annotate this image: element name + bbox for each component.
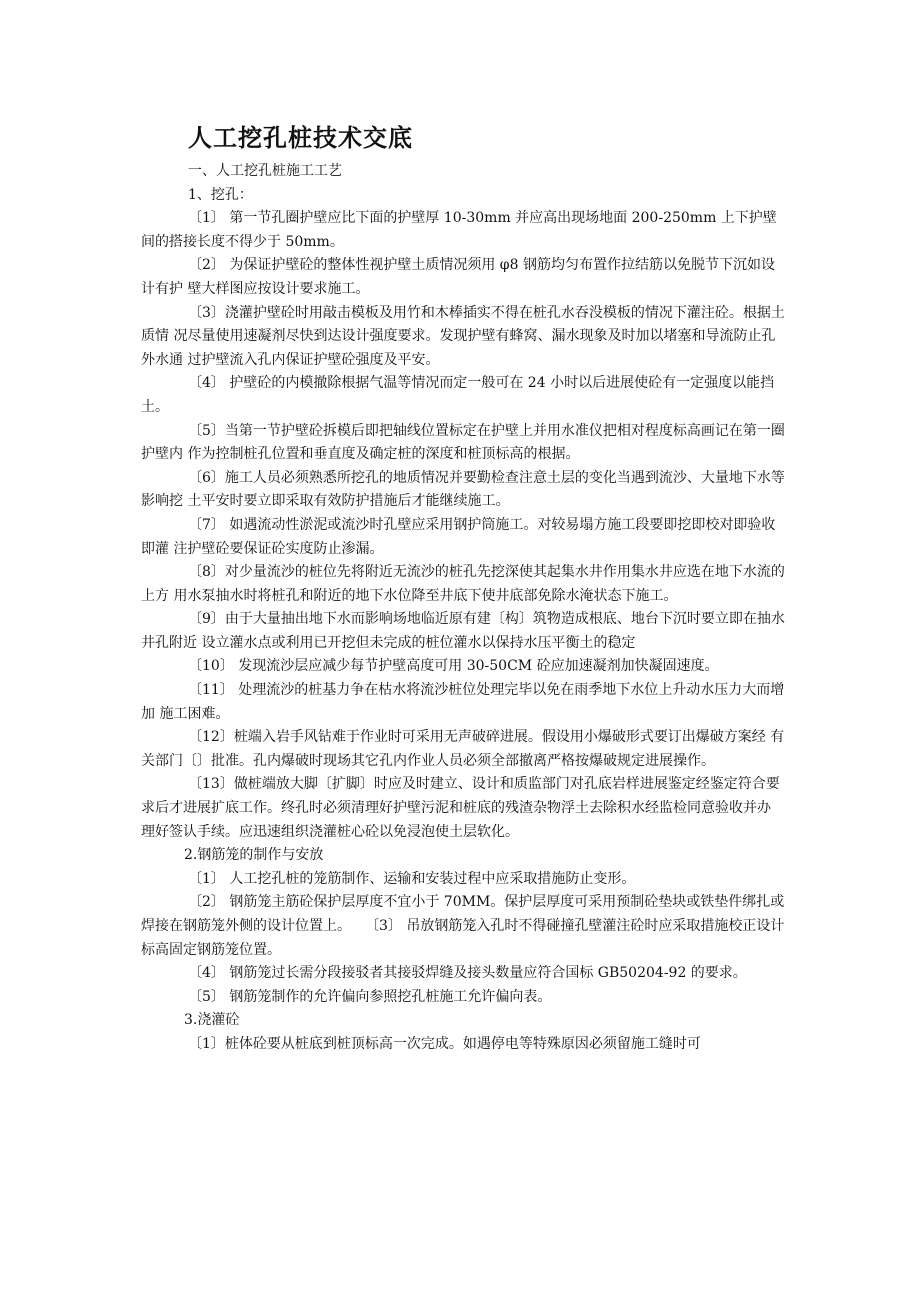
body-paragraph: 〔7〕 如遇流动性淤泥或流沙时孔壁应采用钢护筒施工。对较易塌方施工段要即挖即校对即验收即灌 注护壁砼要保证砼实度防止渗漏。 (141, 516, 776, 557)
body-paragraph: 〔8〕对少量流沙的桩位先将附近无流沙的桩孔先挖深使其起集水井作用集水井应选在地下水流的上方 用水泵抽水时将桩孔和附近的地下水位降至井底下使井底部免除水淹状态下施工。 (141, 564, 785, 604)
body-paragraph: 〔9〕由于大量抽出地下水而影响场地临近原有建〔构〕筑物造成根底、地台下沉时要立即在抽水井孔附近 设立灌水点或利用已开挖但未完成的桩位灌水以保持水压平衡土的稳定 (141, 611, 785, 651)
section-heading: 一、人工挖孔桩施工工艺 (188, 163, 342, 179)
section-heading: 2.钢筋笼的制作与安放 (184, 847, 324, 864)
body-paragraph: 〔1〕桩体砼要从桩底到桩顶标高一次完成。如遇停电等特殊原因必须留施工缝时可 (188, 1035, 701, 1052)
section-heading: 3.浇灌砼 (184, 1012, 240, 1029)
body-paragraph: 〔4〕 钢筋笼过长需分段接驳者其接驳焊缝及接头数量应符合国标 GB50204-92 的要求。 (188, 965, 747, 982)
body-paragraph: 〔5〕当第一节护壁砼拆模后即把轴线位置标定在护壁上并用水准仪把相对程度标高画记在第一圈护壁内 作为控制桩孔位置和垂直度及确定桩的深度和桩顶标高的根据。 (141, 422, 785, 463)
body-paragraph: 〔5〕 钢筋笼制作的允许偏向参照挖孔桩施工允许偏向表。 (188, 988, 552, 1005)
body-paragraph: 〔2〕 钢筋笼主筋砼保护层厚度不宜小于 70MM。保护层厚度可采用预制砼垫块或铁垫件绑扎或焊接在钢筋笼外侧的设计位置上。 〔3〕 吊放钢筋笼入孔时不得碰撞孔壁灌注砼时应采取措施校正设计标高固定钢筋笼位置。 (141, 894, 785, 958)
document-title: 人工挖孔桩技术交底 (188, 124, 413, 152)
body-paragraph: 〔13〕做桩端放大脚〔扩脚〕时应及时建立、设计和质监部门对孔底岩样进展鉴定经鉴定符合要 求后才进展扩底工作。终孔时必须清理好护壁污泥和桩底的残渣杂物浮土去除积水经监检同意验收并办 理好签认手续。应迅速组织浇灌桩心砼以免浸泡使土层软化。 (141, 776, 780, 840)
body-paragraph: 〔6〕施工人员必须熟悉所挖孔的地质情况并要勤检查注意土层的变化当遇到流沙、大量地下水等影响挖 土平安时要立即采取有效防护措施后才能继续施工。 (141, 469, 785, 510)
body-paragraph: 〔12〕桩端入岩手风钻难于作业时可采用无声破碎进展。假设用小爆破形式要订出爆破方案经 有关部门〔〕批准。孔内爆破时现场其它孔内作业人员必须全部撤离严格按爆破规定进展操作。 (141, 729, 785, 769)
body-paragraph: 〔10〕 发现流沙层应减少每节护壁高度可用 30-50CM 砼应加速凝剂加快凝固速度。 (188, 658, 719, 675)
section-heading: 1、挖孔： (188, 186, 253, 203)
document-body (141, 160, 787, 1057)
body-paragraph: 〔4〕 护壁砼的内模撤除根据气温等情况而定一般可在 24 小时以后进展使砼有一定强度以能挡土。 (141, 375, 775, 415)
body-paragraph: 〔11〕 处理流沙的桩基力争在枯水将流沙桩位处理完毕以免在雨季地下水位上升动水压力大而增加 施工困难。 (141, 682, 785, 722)
body-paragraph: 〔2〕 为保证护壁砼的整体性视护壁土质情况须用 φ8 钢筋均匀布置作拉结筋以免脱节下沉如设计有护 壁大样图应按设计要求施工。 (141, 257, 775, 297)
body-paragraph: 〔1〕 第一节孔圈护壁应比下面的护壁厚 10-30mm 并应高出现场地面 200-250mm 上下护壁间的搭接长度不得少于 50mm。 (141, 210, 777, 250)
body-paragraph: 〔1〕 人工挖孔桩的笼筋制作、运输和安装过程中应采取措施防止变形。 (188, 870, 636, 887)
body-paragraph: 〔3〕浇灌护壁砼时用敲击模板及用竹和木棒插实不得在桩孔水吞没模板的情况下灌注砼。根据土质情 况尽量使用速凝剂尽快到达设计强度要求。发现护壁有蜂窝、漏水现象及时加以堵塞和导流防止孔外水通 过护壁流入孔内保证护壁砼强度及平安。 (141, 304, 785, 368)
